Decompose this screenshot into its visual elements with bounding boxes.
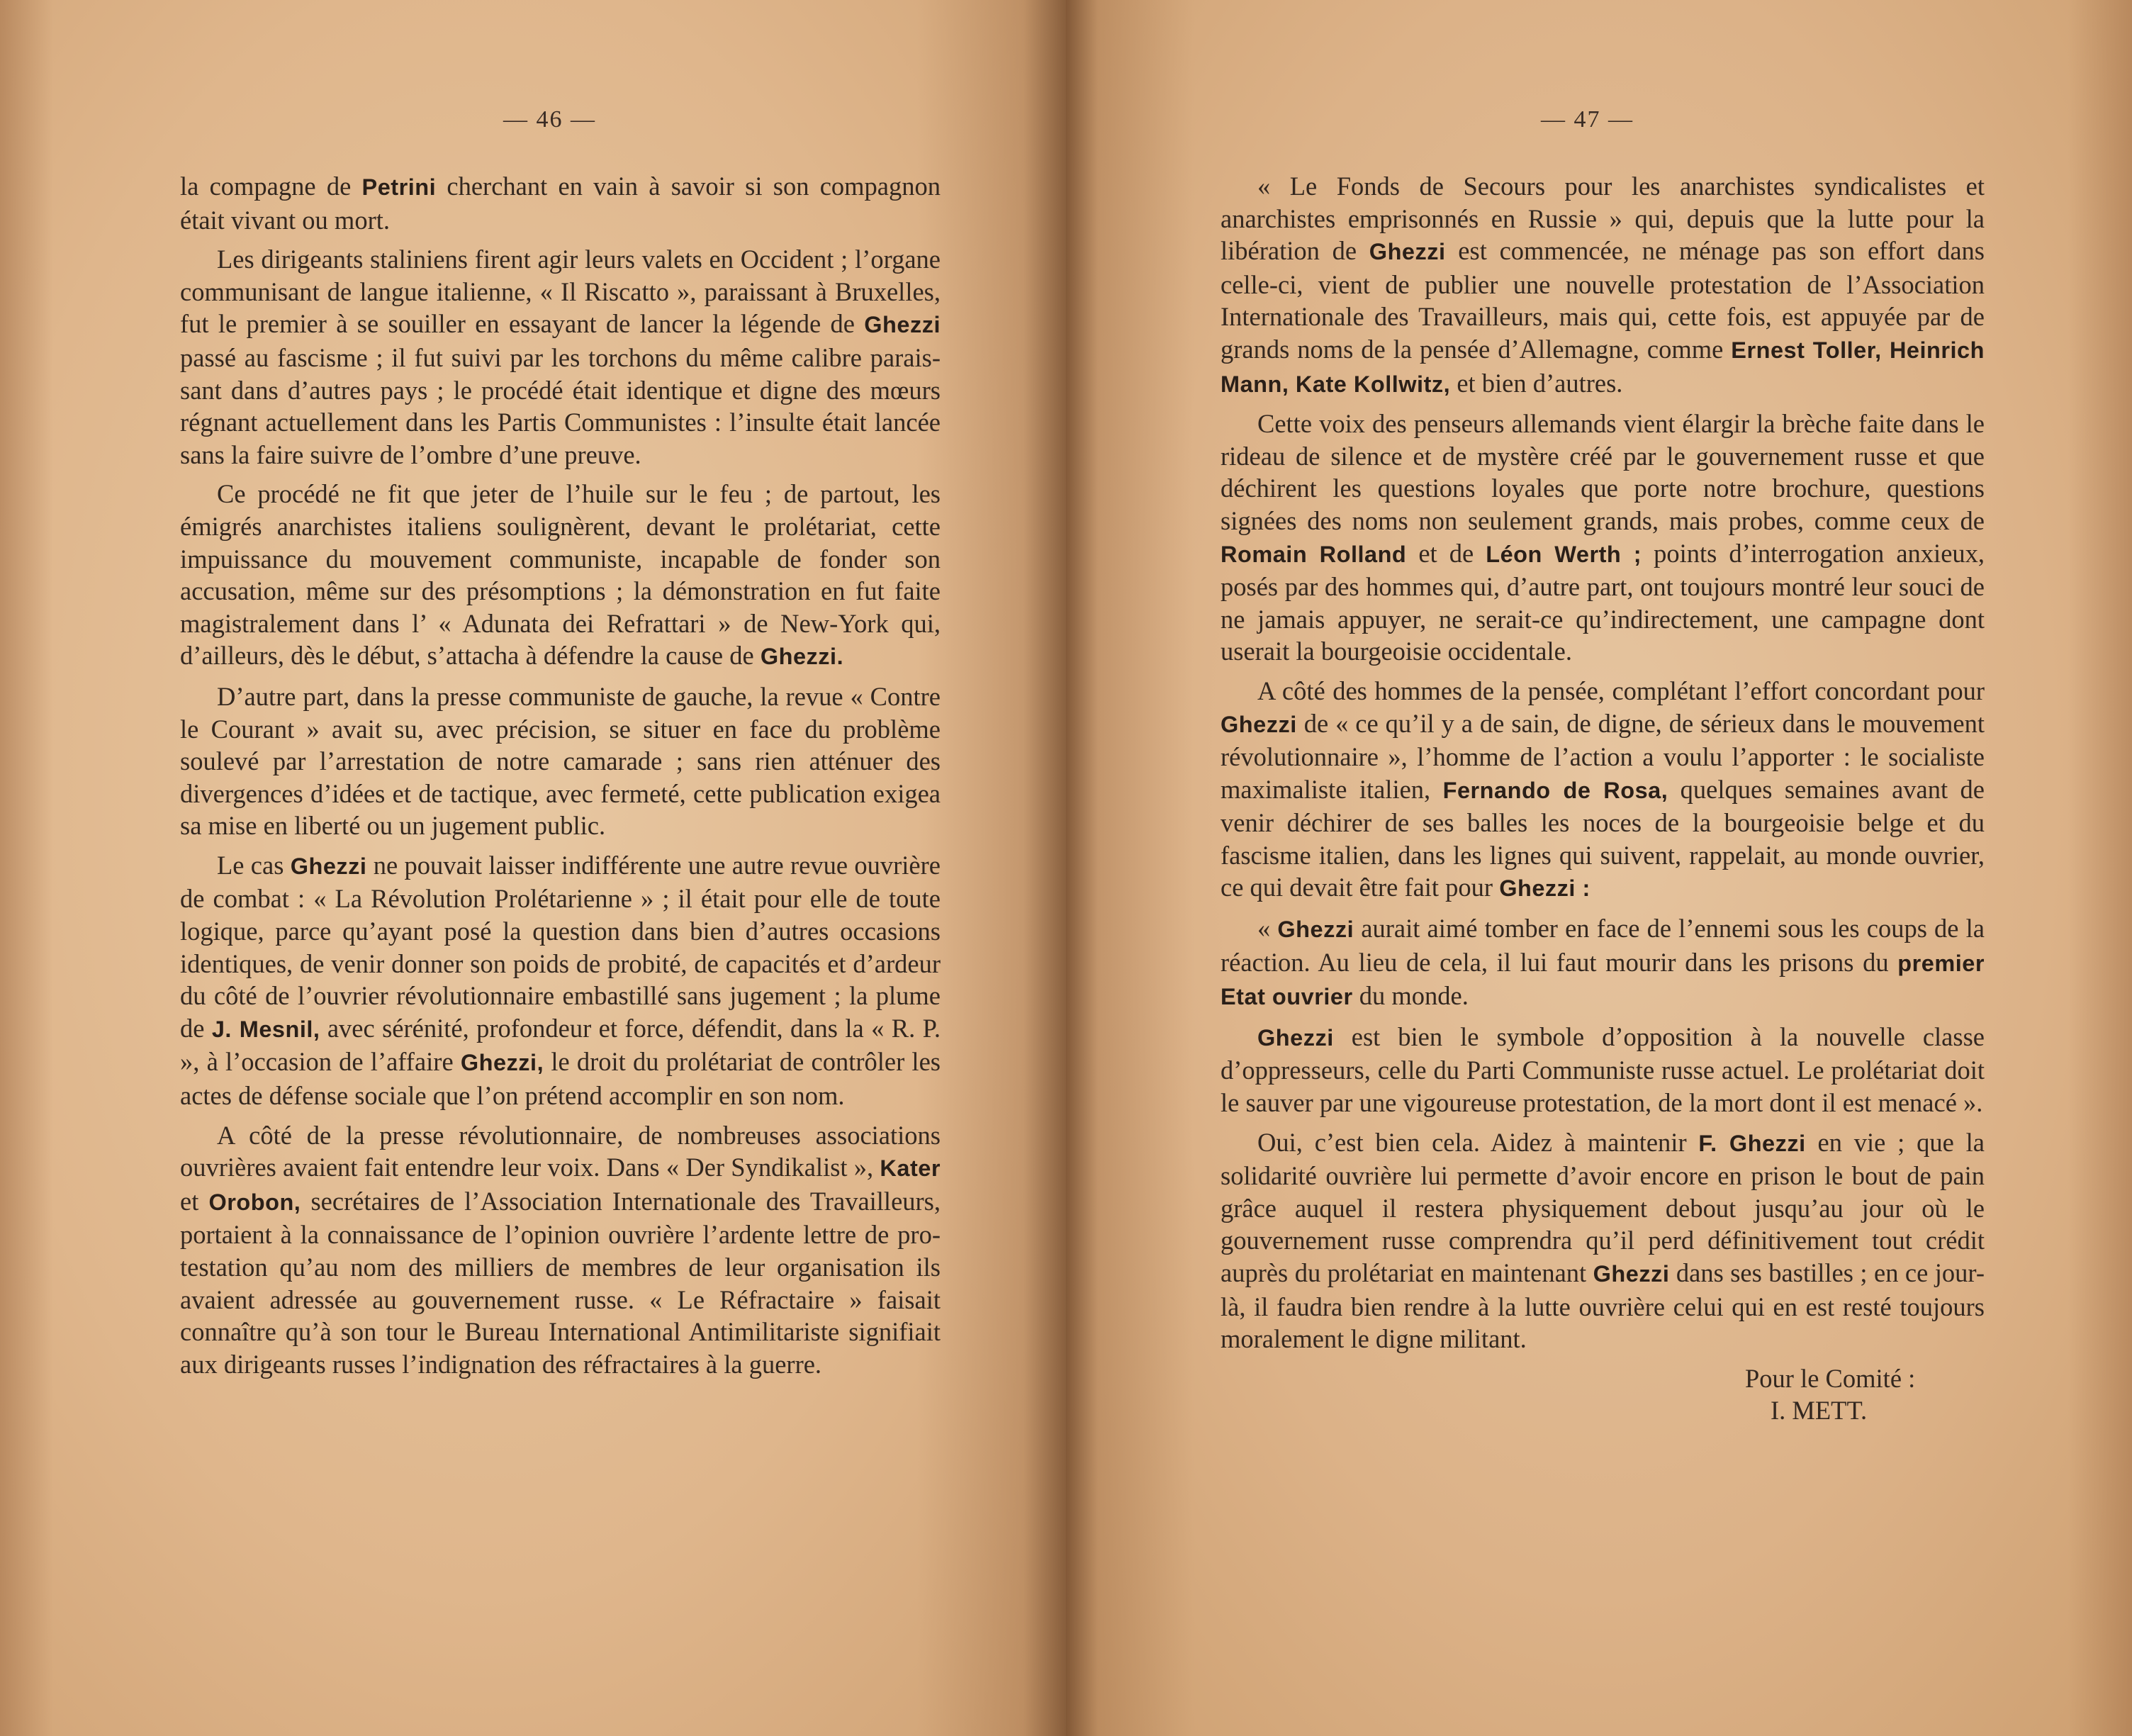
person-name: premier Etat ouvrier [1221, 950, 1985, 1010]
signature-name: I. METT. [1771, 1396, 1868, 1426]
person-name: J. Mesnil, [211, 1016, 320, 1042]
quotation-paragraph: « Ghezzi aurait aimé tomber en face de l’ennemi sous les coups de la réaction. Au lieu de cela, il lui faut mourir dans les prisons du premier Etat ouvrier du monde. [1221, 914, 1985, 1011]
paragraph: Le cas Ghezzi ne pouvait laisser indifférente une autre revue ouvrière de combat : « La Révolution Prolétarienne » ; il était pour elle de toute logique, parce qu’ayant posé la question dans bien d’autres occasions identiques, de venir donner son poids de probité, de capacités et d’ardeur du côté de l’ouvrier révolutionnaire embastillé sans jugement ; la plume de J. Mesnil, avec sérénité, profondeur et force, défendit, dans la « R. P. », à l’occasion de l’affaire Ghezzi, le droit du prolétariat de contrôler les actes de défense sociale que l’on prétend accomplir en son nom. [180, 850, 941, 1111]
person-name: Ghezzi. [760, 644, 844, 670]
person-name: Ghezzi [864, 312, 941, 338]
person-name: Ghezzi [1593, 1261, 1670, 1287]
person-name: Ghezzi [1257, 1024, 1334, 1051]
person-name: Orobon, [208, 1189, 301, 1215]
paragraph: Les dirigeants staliniens firent agir leurs valets en Occident ; l’organe communisant de langue italienne, « Il Riscatto », paraissant à Bruxelles, fut le premier à se souiller en essayant de lancer la légende de Ghezzi passé au fascisme ; il fut suivi par les torchons du même calibre paraissant dans d’autres pays ; le procédé était identique et digne des mœurs régnant actuellement dans les Partis Communistes : l’insulte était lancée sans la faire suivre de l’ombre d’une preuve. [180, 245, 941, 469]
paragraph: « Le Fonds de Secours pour les anarchistes syndicalistes et anarchistes emprisonnés en Russie » qui, depuis que la lutte pour la libération de Ghezzi est commencée, ne ménage pas son effort dans celle-ci, vient de publier une nouvelle protestation de l’Association Internationale des Travailleurs, mais qui, cette fois, est appuyée par de grands noms de la pensée d’Allemagne, comme Ernest Toller, Heinrich Mann, Kate Kollwitz, et bien d’autres. [1221, 172, 1985, 398]
paragraph: A côté des hommes de la pensée, complétant l’effort concordant pour Ghezzi de « ce qu’il y a de sain, de digne, de sérieux dans le mouvement révolutionnaire », l’homme de l’action a voulu l’apporter : le socialiste maximaliste italien, Fernando de Rosa, quelques semaines avant de venir déchirer de ses balles les noces de la bourgeoisie belge et du fascisme italien, dans les lignes qui suivent, rappelait, au monde ouvrier, ce qui devait être fait pour Ghezzi : [1221, 676, 1985, 902]
paragraph: Oui, c’est bien cela. Aidez à maintenir F. Ghezzi en vie ; que la solidarité ouvrière lui permette d’avoir encore en prison le bout de pain grâce auquel il restera physiquement debout jusqu’au jour où le gouvernement russe comprendra qu’il perd définitivement tout crédit auprès du prolétariat en maintenant Ghezzi dans ses bastilles ; en ce jour-là, il faudra bien rendre à la lutte ouvrière celui qui en est resté toujours moralement le digne militant. [1221, 1127, 1985, 1354]
right-page [1066, 0, 2132, 1736]
person-name: Ghezzi [290, 853, 367, 879]
person-name: Petrini [361, 174, 437, 200]
person-name: Ghezzi [1369, 239, 1446, 265]
paragraph: D’autre part, dans la presse communiste de gauche, la revue « Contre le Courant » avait su, avec précision, se situer en face du problème soulevé par l’arrestation de notre camarade ; sans rien atténuer des divergences d’idées et de tactique, avec fermeté, cette publication exigea sa mise en liberté ou un jugement public. [180, 681, 941, 841]
person-name: Ghezzi [1277, 917, 1354, 943]
person-name: Ernest Toller, Heinrich Mann, Kate Kollwitz, [1221, 337, 1985, 397]
quotation-paragraph: Ghezzi est bien le symbole d’opposition à la nouvelle classe d’oppresseurs, celle du Parti Communiste russe actuel. Le prolétariat doit le sauver par une vigoureuse protestation, de la mort dont il est menacé ». [1221, 1021, 1985, 1118]
right-page-text [1221, 170, 1985, 1427]
paragraph: Cette voix des penseurs allemands vient élargir la brèche faite dans le rideau de silence et de mystère créé par le gouvernement russe et que déchirent les questions loyales que porte notre brochure, questions signées des noms non seulement grands, mais probes, comme ceux de Romain Rolland et de Léon Werth ; points d’interrogation anxieux, posés par des hommes qui, d’autre part, ont toujours montré leur souci de ne jamais appuyer, ne serait-ce qu’indirectement, une campagne dont userait la bourgeoisie occidentale. [1221, 409, 1985, 666]
paragraph: A côté de la presse révolutionnaire, de nombreuses associations ouvrières avaient fait entendre leur voix. Dans « Der Syndikalist », Kater et Orobon, secrétaires de l’Association Internationale des Travailleurs, portaient à la connaissance de l’opinion ouvrière l’ardente lettre de protestation qu’au nom des milliers de membres de leur organisation ils avaient adressée au gouvernement russe. « Le Réfractaire » faisait connaître qu’à son tour le Bureau International Antimilitariste signifiait aux dirigeants russes l’indignation des réfractaires à la guerre. [180, 1120, 941, 1379]
left-page-text [180, 170, 941, 1387]
person-name: Ghezzi [1221, 711, 1297, 737]
page-number: — 47 — [1541, 106, 1634, 133]
person-name: Ghezzi, [460, 1050, 544, 1076]
person-name: Ghezzi : [1499, 875, 1590, 902]
paragraph: la compagne de Petrini cherchant en vain à savoir si son compagnon était vivant ou mort. [180, 172, 941, 235]
page-number: — 46 — [503, 106, 596, 133]
person-name: Romain Rolland [1221, 541, 1407, 567]
person-name: Kater [880, 1155, 941, 1182]
person-name: Fernando de Rosa, [1442, 777, 1668, 803]
paragraph: Ce procédé ne fit que jeter de l’huile sur le feu ; de partout, les émigrés anarchistes italiens soulignèrent, devant le prolétariat, cette impuissance du mouvement communiste, incapable de fonder son accusation, même sur des présomptions ; la démonstration en fut faite magistralement dans l’ « Adunata dei Refrattari » de New-York qui, d’ailleurs, dès le début, s’attacha à défendre la cause de Ghezzi. [180, 479, 941, 671]
person-name: F. Ghezzi [1698, 1130, 1806, 1156]
person-name: Léon Werth ; [1486, 541, 1642, 567]
signature-line: Pour le Comité : [1745, 1363, 1916, 1393]
